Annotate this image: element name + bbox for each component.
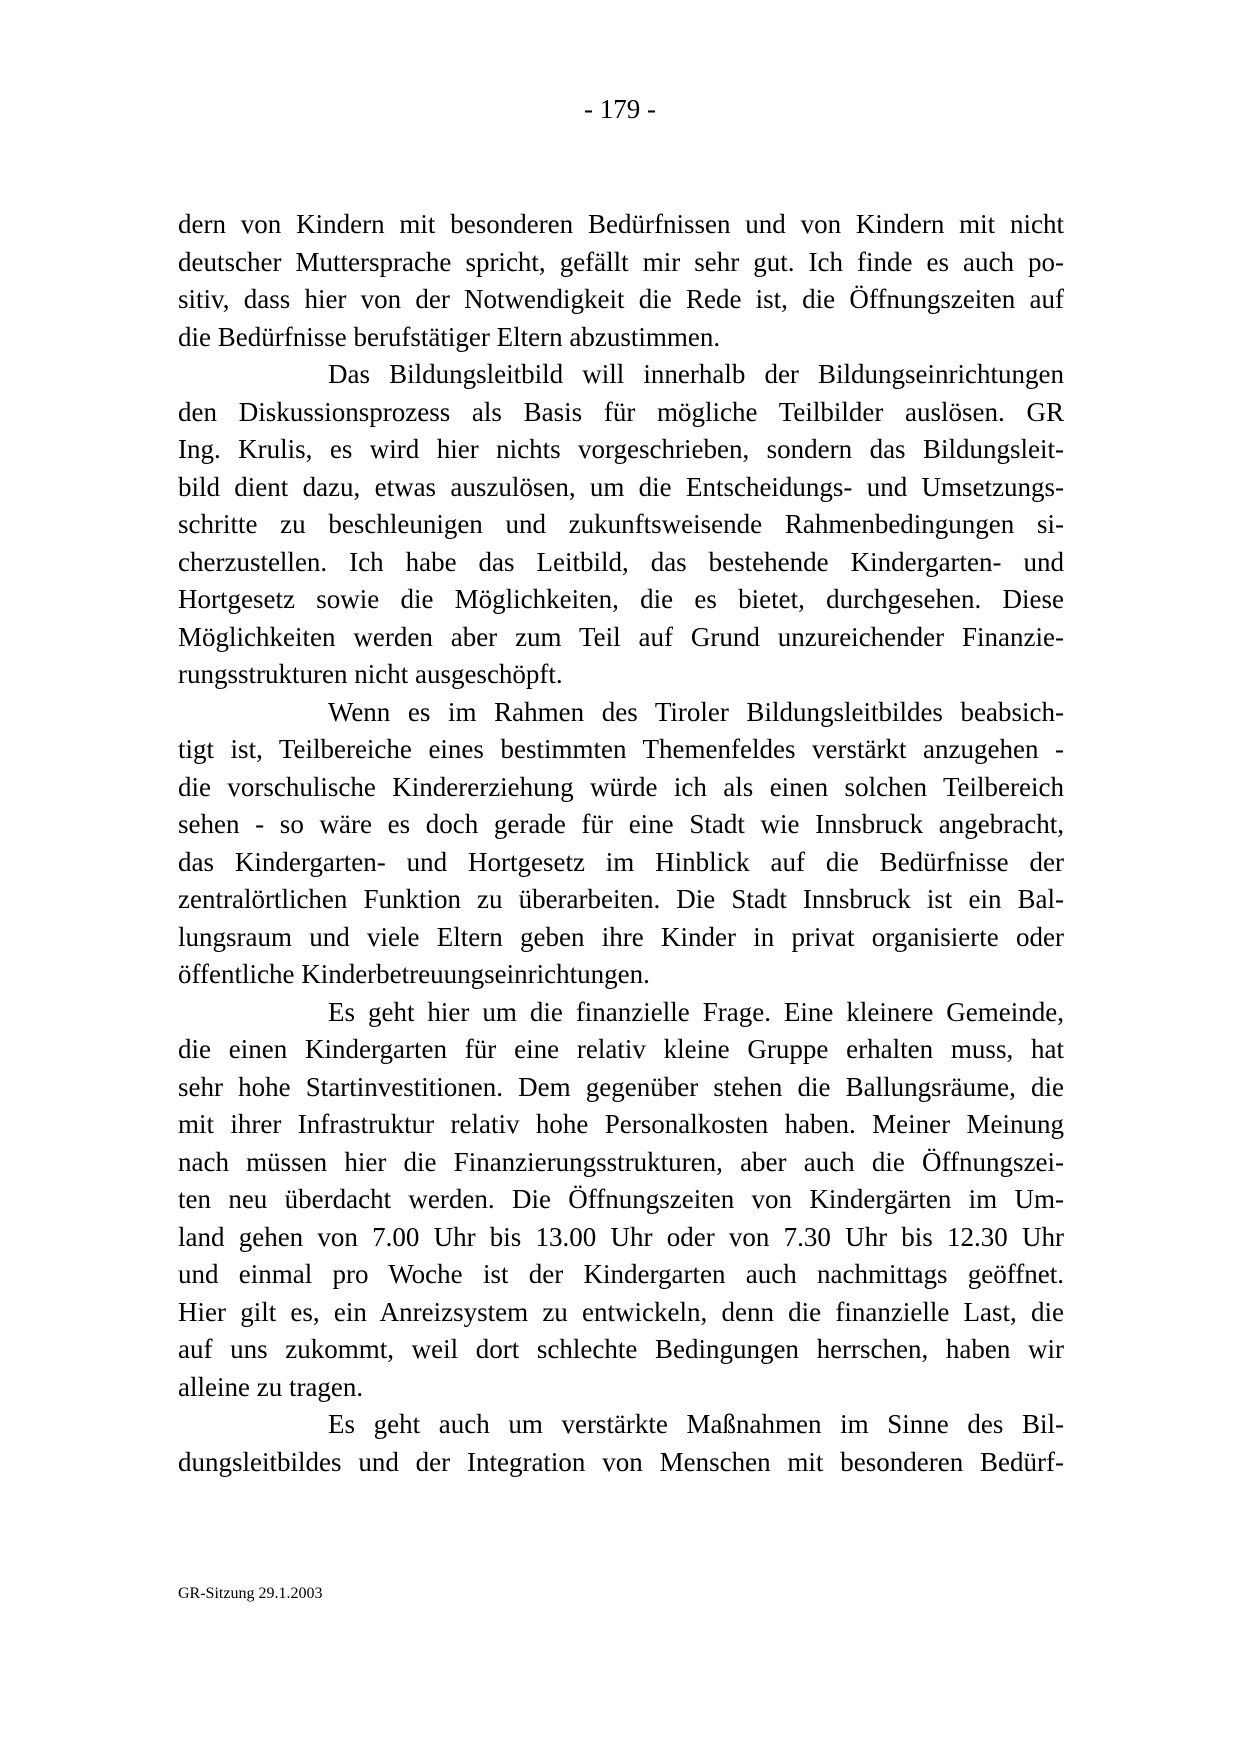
paragraph [178, 206, 1064, 356]
text-line: sehen - so wäre es doch gerade für eine Stadt wie Innsbruck angebracht, [178, 809, 1064, 839]
text-line: cherzustellen. Ich habe das Leitbild, das bestehende Kindergarten- und [178, 546, 1064, 577]
text-line: die Bedürfnisse berufstätiger Eltern abzustimmen. [178, 321, 721, 352]
text-line: Es geht auch um verstärkte Maßnahmen im Sinne des Bil- [328, 1409, 1064, 1439]
text-line: alleine zu tragen. [178, 1371, 364, 1402]
text-line: schritte zu beschleunigen und zukunftsweisende Rahmenbedingungen si- [178, 509, 1064, 539]
text-line: Möglichkeiten werden aber zum Teil auf Grund unzureichender Finanzie- [178, 621, 1064, 652]
text-line: öffentliche Kinderbetreuungseinrichtungen. [178, 959, 650, 989]
text-line: dern von Kindern mit besonderen Bedürfnissen und von Kindern mit nicht [178, 209, 1064, 239]
paragraph [178, 694, 1064, 994]
text-line: den Diskussionsprozess als Basis für mögliche Teilbilder auslösen. GR [178, 396, 1064, 427]
text-line: die vorschulische Kindererziehung würde ich als einen solchen Teilbereich [178, 771, 1064, 802]
text-line: Hier gilt es, ein Anreizsystem zu entwickeln, denn die finanzielle Last, die [178, 1296, 1064, 1327]
text-line: sitiv, dass hier von der Notwendigkeit die Rede ist, die Öffnungszeiten auf [178, 284, 1064, 314]
text-line: tigt ist, Teilbereiche eines bestimmten Themenfeldes verstärkt anzugehen - [178, 734, 1064, 764]
text-line: mit ihrer Infrastruktur relativ hohe Personalkosten haben. Meiner Meinung [178, 1109, 1064, 1139]
text-line: nach müssen hier die Finanzierungsstrukturen, aber auch die Öffnungszei- [178, 1146, 1064, 1177]
footer-session-date: GR-Sitzung 29.1.2003 [178, 1585, 323, 1602]
text-line: auf uns zukommt, weil dort schlechte Bedingungen herrschen, haben wir [178, 1334, 1064, 1364]
text-line: dungsleitbildes und der Integration von Menschen mit besonderen Bedürf- [178, 1446, 1064, 1477]
text-line: sehr hohe Startinvestitionen. Dem gegenüber stehen die Ballungsräume, die [178, 1071, 1064, 1102]
text-line: Es geht hier um die finanzielle Frage. Eine kleinere Gemeinde, [328, 996, 1064, 1027]
text-line: die einen Kindergarten für eine relativ kleine Gruppe erhalten muss, hat [178, 1034, 1064, 1064]
paragraph [178, 356, 1064, 694]
text-line: Ing. Krulis, es wird hier nichts vorgeschrieben, sondern das Bildungsleit- [178, 434, 1064, 464]
text-line: deutscher Muttersprache spricht, gefällt mir sehr gut. Ich finde es auch po- [178, 246, 1064, 277]
text-line: ten neu überdacht werden. Die Öffnungszeiten von Kindergärten im Um- [178, 1184, 1064, 1214]
paragraph [178, 1406, 1064, 1481]
text-line: Wenn es im Rahmen des Tiroler Bildungsleitbildes beabsich- [328, 696, 1064, 727]
text-line: lungsraum und viele Eltern geben ihre Kinder in privat organisierte oder [178, 921, 1064, 952]
page-number: - 179 - [584, 94, 656, 124]
text-line: bild dient dazu, etwas auszulösen, um die Entscheidungs- und Umsetzungs- [178, 471, 1064, 502]
text-line: das Kindergarten- und Hortgesetz im Hinblick auf die Bedürfnisse der [178, 846, 1064, 877]
paragraph [178, 994, 1064, 1407]
body-text [178, 206, 1064, 1481]
text-line: und einmal pro Woche ist der Kindergarten auch nachmittags geöffnet. [178, 1259, 1064, 1289]
text-line: Das Bildungsleitbild will innerhalb der Bildungseinrichtungen [328, 359, 1064, 389]
text-line: land gehen von 7.00 Uhr bis 13.00 Uhr oder von 7.30 Uhr bis 12.30 Uhr [178, 1221, 1064, 1252]
text-line: rungsstrukturen nicht ausgeschöpft. [178, 659, 563, 689]
text-line: zentralörtlichen Funktion zu überarbeiten. Die Stadt Innsbruck ist ein Bal- [178, 884, 1064, 914]
text-line: Hortgesetz sowie die Möglichkeiten, die es bietet, durchgesehen. Diese [178, 584, 1064, 614]
